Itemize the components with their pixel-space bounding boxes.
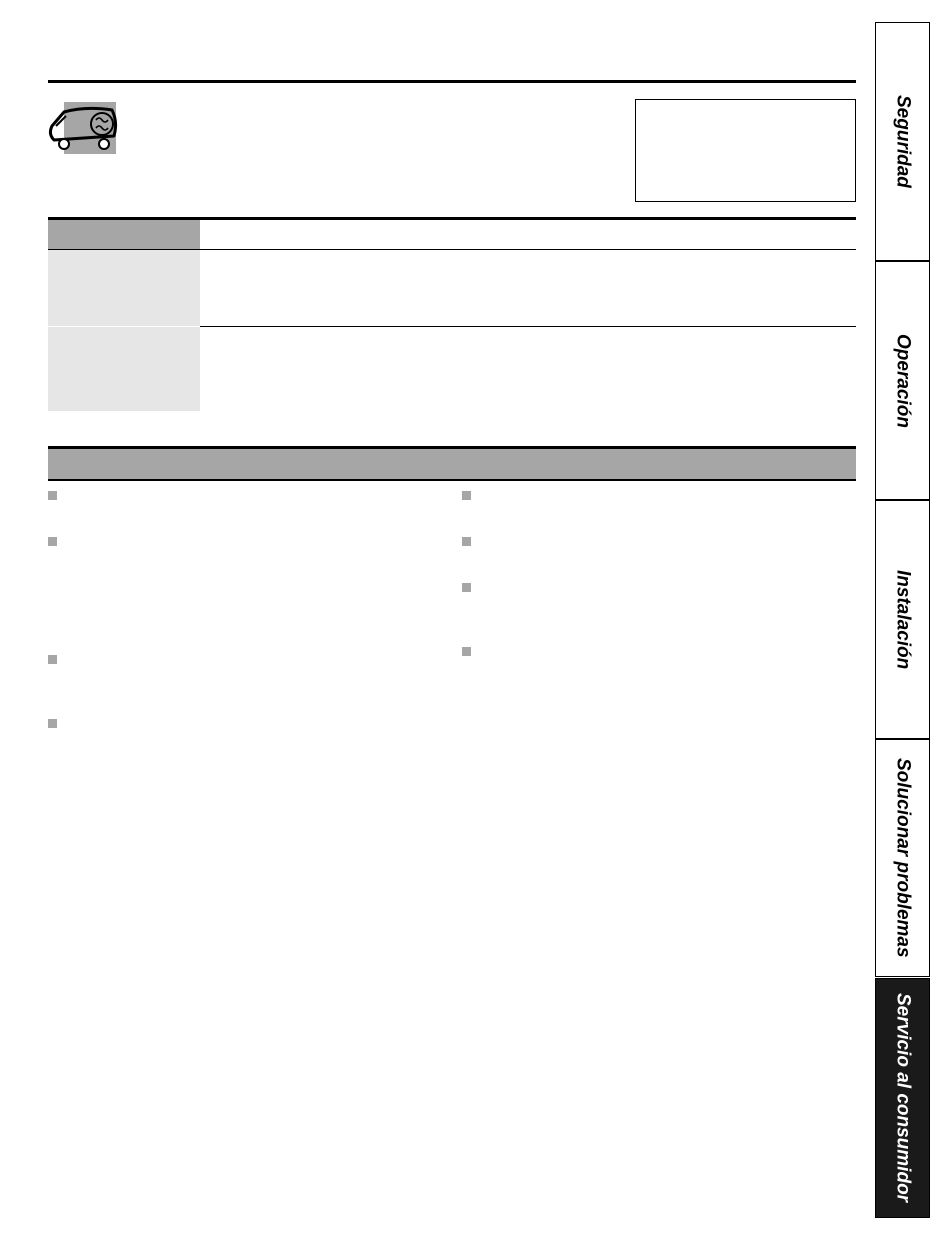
tab-solucionar-problemas[interactable] (875, 739, 930, 977)
table-row-label-cell (48, 327, 200, 411)
tab-label: Solucionar problemas (892, 758, 914, 958)
bullet-marker (462, 537, 471, 546)
bullet-marker (48, 491, 57, 500)
tab-seguridad[interactable] (875, 22, 930, 261)
bullet-marker (462, 647, 471, 656)
bullet-marker (462, 583, 471, 592)
tab-label: Servicio al consumidor (892, 993, 914, 1203)
info-box (635, 99, 856, 202)
table-row-divider (200, 326, 856, 327)
bullet-marker (48, 655, 57, 664)
tab-instalacion[interactable] (875, 500, 930, 739)
bullet-marker (462, 491, 471, 500)
tab-label: Instalación (892, 569, 914, 670)
top-rule (48, 80, 856, 83)
section-header-bar (48, 449, 856, 479)
section-bottom-rule (48, 479, 856, 481)
tab-label: Operación (892, 333, 914, 428)
table-header-cell (48, 220, 200, 249)
service-van-icon (46, 100, 122, 158)
bullet-marker (48, 719, 57, 728)
table-row-label-cell (48, 250, 200, 326)
tab-operacion[interactable] (875, 261, 930, 500)
tab-label: Seguridad (892, 95, 914, 188)
tab-servicio-al-consumidor[interactable] (875, 978, 930, 1218)
bullet-marker (48, 537, 57, 546)
